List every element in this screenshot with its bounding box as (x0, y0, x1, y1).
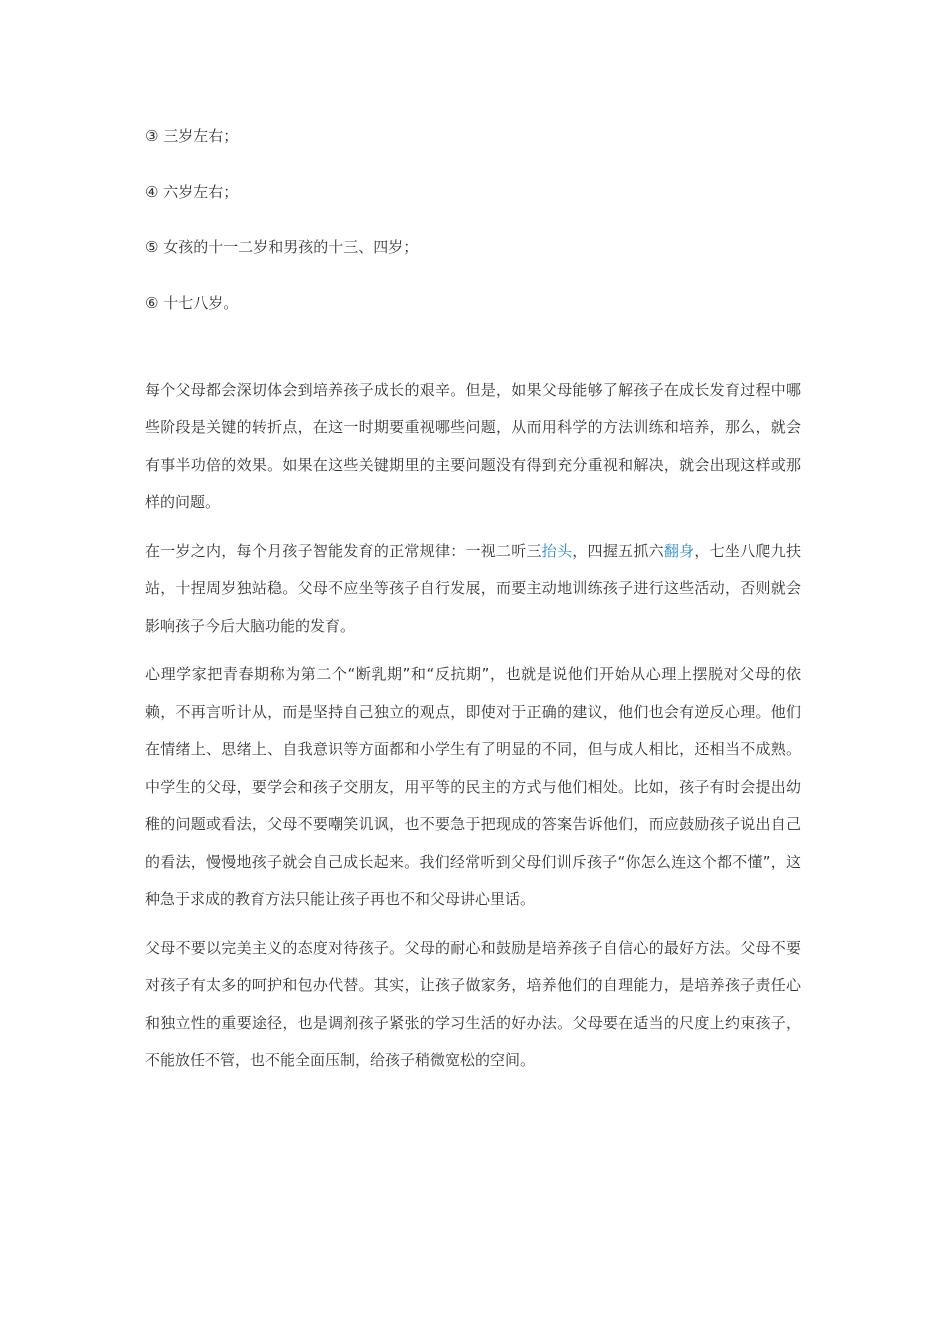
document-page (145, 124, 801, 1091)
paragraph-parenting-advice (145, 930, 801, 1080)
paragraph-text (145, 533, 801, 646)
paragraph-infant-development (145, 533, 801, 646)
link-tai-tou[interactable]: 抬头 (541, 541, 573, 560)
paragraph-text-part: ，七坐八爬九扶站，十捏周岁独站稳。父母不应坐等孩子自行发展，而要主动地训练孩子进行这些活动，否则就会影响孩子今后大脑功能的发育。 (145, 541, 801, 635)
list-item-4: ④ 六岁左右； (145, 182, 239, 201)
list-item-3: ③ 三岁左右； (145, 127, 239, 145)
paragraph-text: 每个父母都会深切体会到培养孩子成长的艰辛。但是，如果父母能够了解孩子在成长发育过程中哪些阶段是关键的转折点，在这一时期要重视哪些问题，从而用科学的方法训练和培养，那么，就会有事半功倍的效果。如果在这些关键期里的主要问题没有得到充分重视和解决，就会出现这样或那样的问题。 (145, 380, 801, 512)
paragraph-adolescence (145, 656, 801, 919)
list-item-6: ⑥ 十七八岁。 (145, 293, 239, 312)
paragraph-text: 心理学家把青春期称为第二个“断乳期”和“反抗期”，也就是说他们开始从心理上摆脱对父母的依赖，不再言听计从，而是坚持自己独立的观点，即使对于正确的建议，他们也会有逆反心理。他们在情绪上、思绪上、自我意识等方面都和小学生有了明显的不同，但与成人相比，还相当不成熟。中学生的父母，要学会和孩子交朋友，用平等的民主的方式与他们相处。比如，孩子有时会提出幼稚的问题或看法，父母不要嘲笑讥讽，也不要急于把现成的答案告诉他们，而应鼓励孩子说出自己的看法，慢慢地孩子就会自己成长起来。我们经常听到父母们训斥孩子“你怎么连这个都不懂”，这种急于求成的教育方法只能让孩子再也不和父母讲心里话。 (145, 665, 801, 909)
paragraph-key-periods (145, 372, 801, 522)
paragraph-text-part: ，四握五抓六 (572, 541, 664, 560)
list-item-5: ⑤ 女孩的十一二岁和男孩的十三、四岁； (145, 238, 419, 257)
link-fan-shen[interactable]: 翻身 (663, 541, 695, 560)
paragraph-text-part: 在一岁之内，每个月孩子智能发育的正常规律：一视二听三 (145, 541, 542, 560)
paragraph-text: 父母不要以完美主义的态度对待孩子。父母的耐心和鼓励是培养孩子自信心的最好方法。父母不要对孩子有太多的呵护和包办代替。其实，让孩子做家务，培养他们的自理能力，是培养孩子责任心和独立性的重要途径，也是调剂孩子紧张的学习生活的好办法。父母要在适当的尺度上约束孩子，不能放任不管，也不能全面压制，给孩子稍微宽松的空间。 (145, 938, 801, 1070)
